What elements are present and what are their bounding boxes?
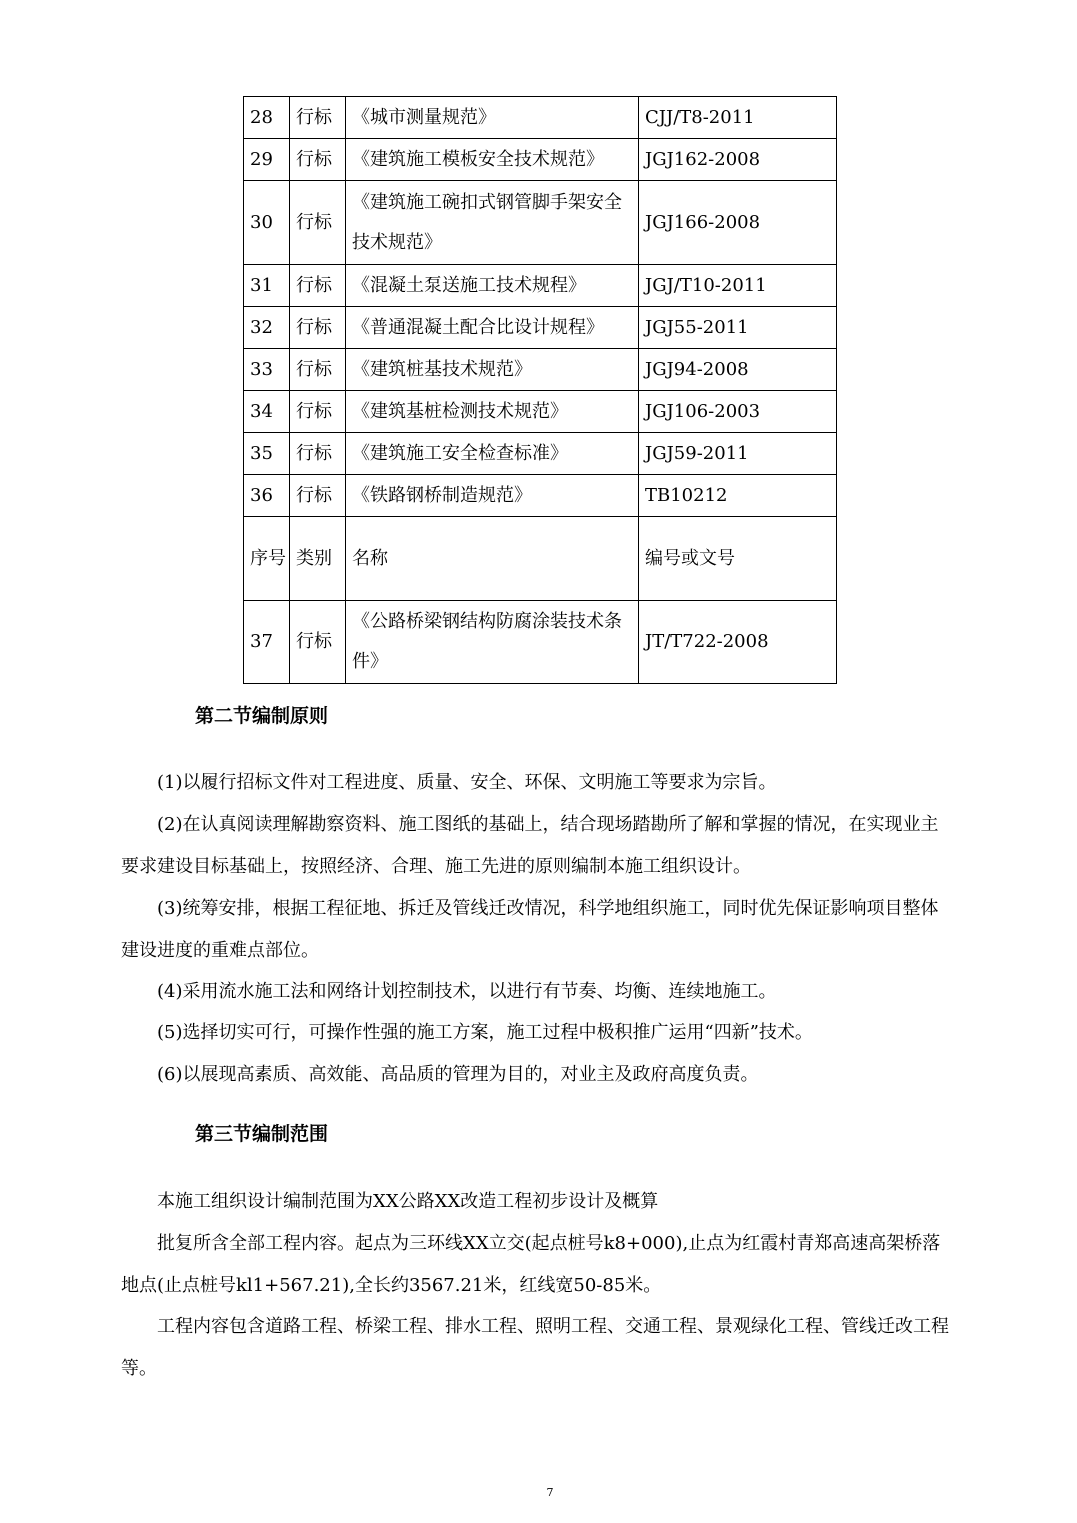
row-code: JGJ55-2011 [639,307,837,349]
row-name: 《建筑基桩检测技术规范》 [346,391,639,433]
row-no: 31 [244,265,290,307]
section3-title: 第三节编制范围 [195,1123,329,1145]
table-row [244,97,837,139]
row-type: 行标 [290,601,346,684]
row-type: 行标 [290,139,346,181]
table-row [244,475,837,517]
row-code: JT/T722-2008 [639,601,837,684]
table-header-row [244,517,837,601]
table-row [244,601,837,684]
section3-paragraph-2: 批复所含全部工程内容。起点为三环线XX立交(起点桩号k8+000),止点为红霞村青郑高速高架桥落地点(止点桩号kl1+567.21),全长约3567.21米，红线宽50-85米。 [121,1233,941,1296]
table-row [244,139,837,181]
row-no: 30 [244,181,290,265]
row-code: JGJ59-2011 [639,433,837,475]
section2-paragraph-2: (2)在认真阅读理解勘察资料、施工图纸的基础上，结合现场踏勘所了解和掌握的情况，在实现业主要求建设目标基础上，按照经济、合理、施工先进的原则编制本施工组织设计。 [121,814,939,877]
section2-paragraph-5: (5)选择切实可行，可操作性强的施工方案，施工过程中极积推广运用“四新”技术。 [157,1022,813,1043]
row-type: 行标 [290,97,346,139]
header-type: 类别 [290,517,346,601]
section2-paragraph-6: (6)以展现高素质、高效能、高品质的管理为目的，对业主及政府高度负责。 [157,1064,759,1085]
table-row [244,307,837,349]
table-row [244,349,837,391]
row-name: 《建筑施工碗扣式钢管脚手架安全技术规范》 [346,181,639,265]
row-no: 37 [244,601,290,684]
section2-paragraph-3: (3)统筹安排，根据工程征地、拆迁及管线迁改情况，科学地组织施工，同时优先保证影响项目整体建设进度的重难点部位。 [121,898,939,961]
row-code: JGJ166-2008 [639,181,837,265]
row-type: 行标 [290,181,346,265]
row-code: JGJ94-2008 [639,349,837,391]
table-row [244,265,837,307]
row-type: 行标 [290,475,346,517]
row-no: 33 [244,349,290,391]
row-code: TB10212 [639,475,837,517]
row-no: 29 [244,139,290,181]
row-no: 35 [244,433,290,475]
row-no: 28 [244,97,290,139]
header-name: 名称 [346,517,639,601]
page-number: 7 [546,1486,554,1499]
row-code: CJJ/T8-2011 [639,97,837,139]
section3-paragraph-3: 工程内容包含道路工程、桥梁工程、排水工程、照明工程、交通工程、景观绿化工程、管线迁改工程等。 [121,1316,949,1379]
row-type: 行标 [290,391,346,433]
row-code: JGJ106-2003 [639,391,837,433]
row-name: 《普通混凝土配合比设计规程》 [346,307,639,349]
header-no: 序号 [244,517,290,601]
row-name: 《城市测量规范》 [346,97,639,139]
section2-paragraph-4: (4)采用流水施工法和网络计划控制技术，以进行有节奏、均衡、连续地施工。 [157,981,777,1002]
row-code: JGJ/T10-2011 [639,265,837,307]
row-name: 《建筑施工模板安全技术规范》 [346,139,639,181]
table-row [244,391,837,433]
table-row [244,181,837,265]
row-type: 行标 [290,307,346,349]
row-type: 行标 [290,349,346,391]
section2-paragraph-1: (1)以履行招标文件对工程进度、质量、安全、环保、文明施工等要求为宗旨。 [157,772,777,793]
header-code: 编号或文号 [639,517,837,601]
row-no: 36 [244,475,290,517]
row-type: 行标 [290,433,346,475]
section3-paragraph-1: 本施工组织设计编制范围为XX公路XX改造工程初步设计及概算 [157,1191,659,1212]
row-name: 《建筑施工安全检查标准》 [346,433,639,475]
row-type: 行标 [290,265,346,307]
table-row [244,433,837,475]
row-code: JGJ162-2008 [639,139,837,181]
row-name: 《公路桥梁钢结构防腐涂装技术条件》 [346,601,639,684]
row-no: 32 [244,307,290,349]
row-no: 34 [244,391,290,433]
row-name: 《混凝土泵送施工技术规程》 [346,265,639,307]
standards-table [243,96,837,684]
section2-title: 第二节编制原则 [195,705,329,727]
row-name: 《铁路钢桥制造规范》 [346,475,639,517]
row-name: 《建筑桩基技术规范》 [346,349,639,391]
